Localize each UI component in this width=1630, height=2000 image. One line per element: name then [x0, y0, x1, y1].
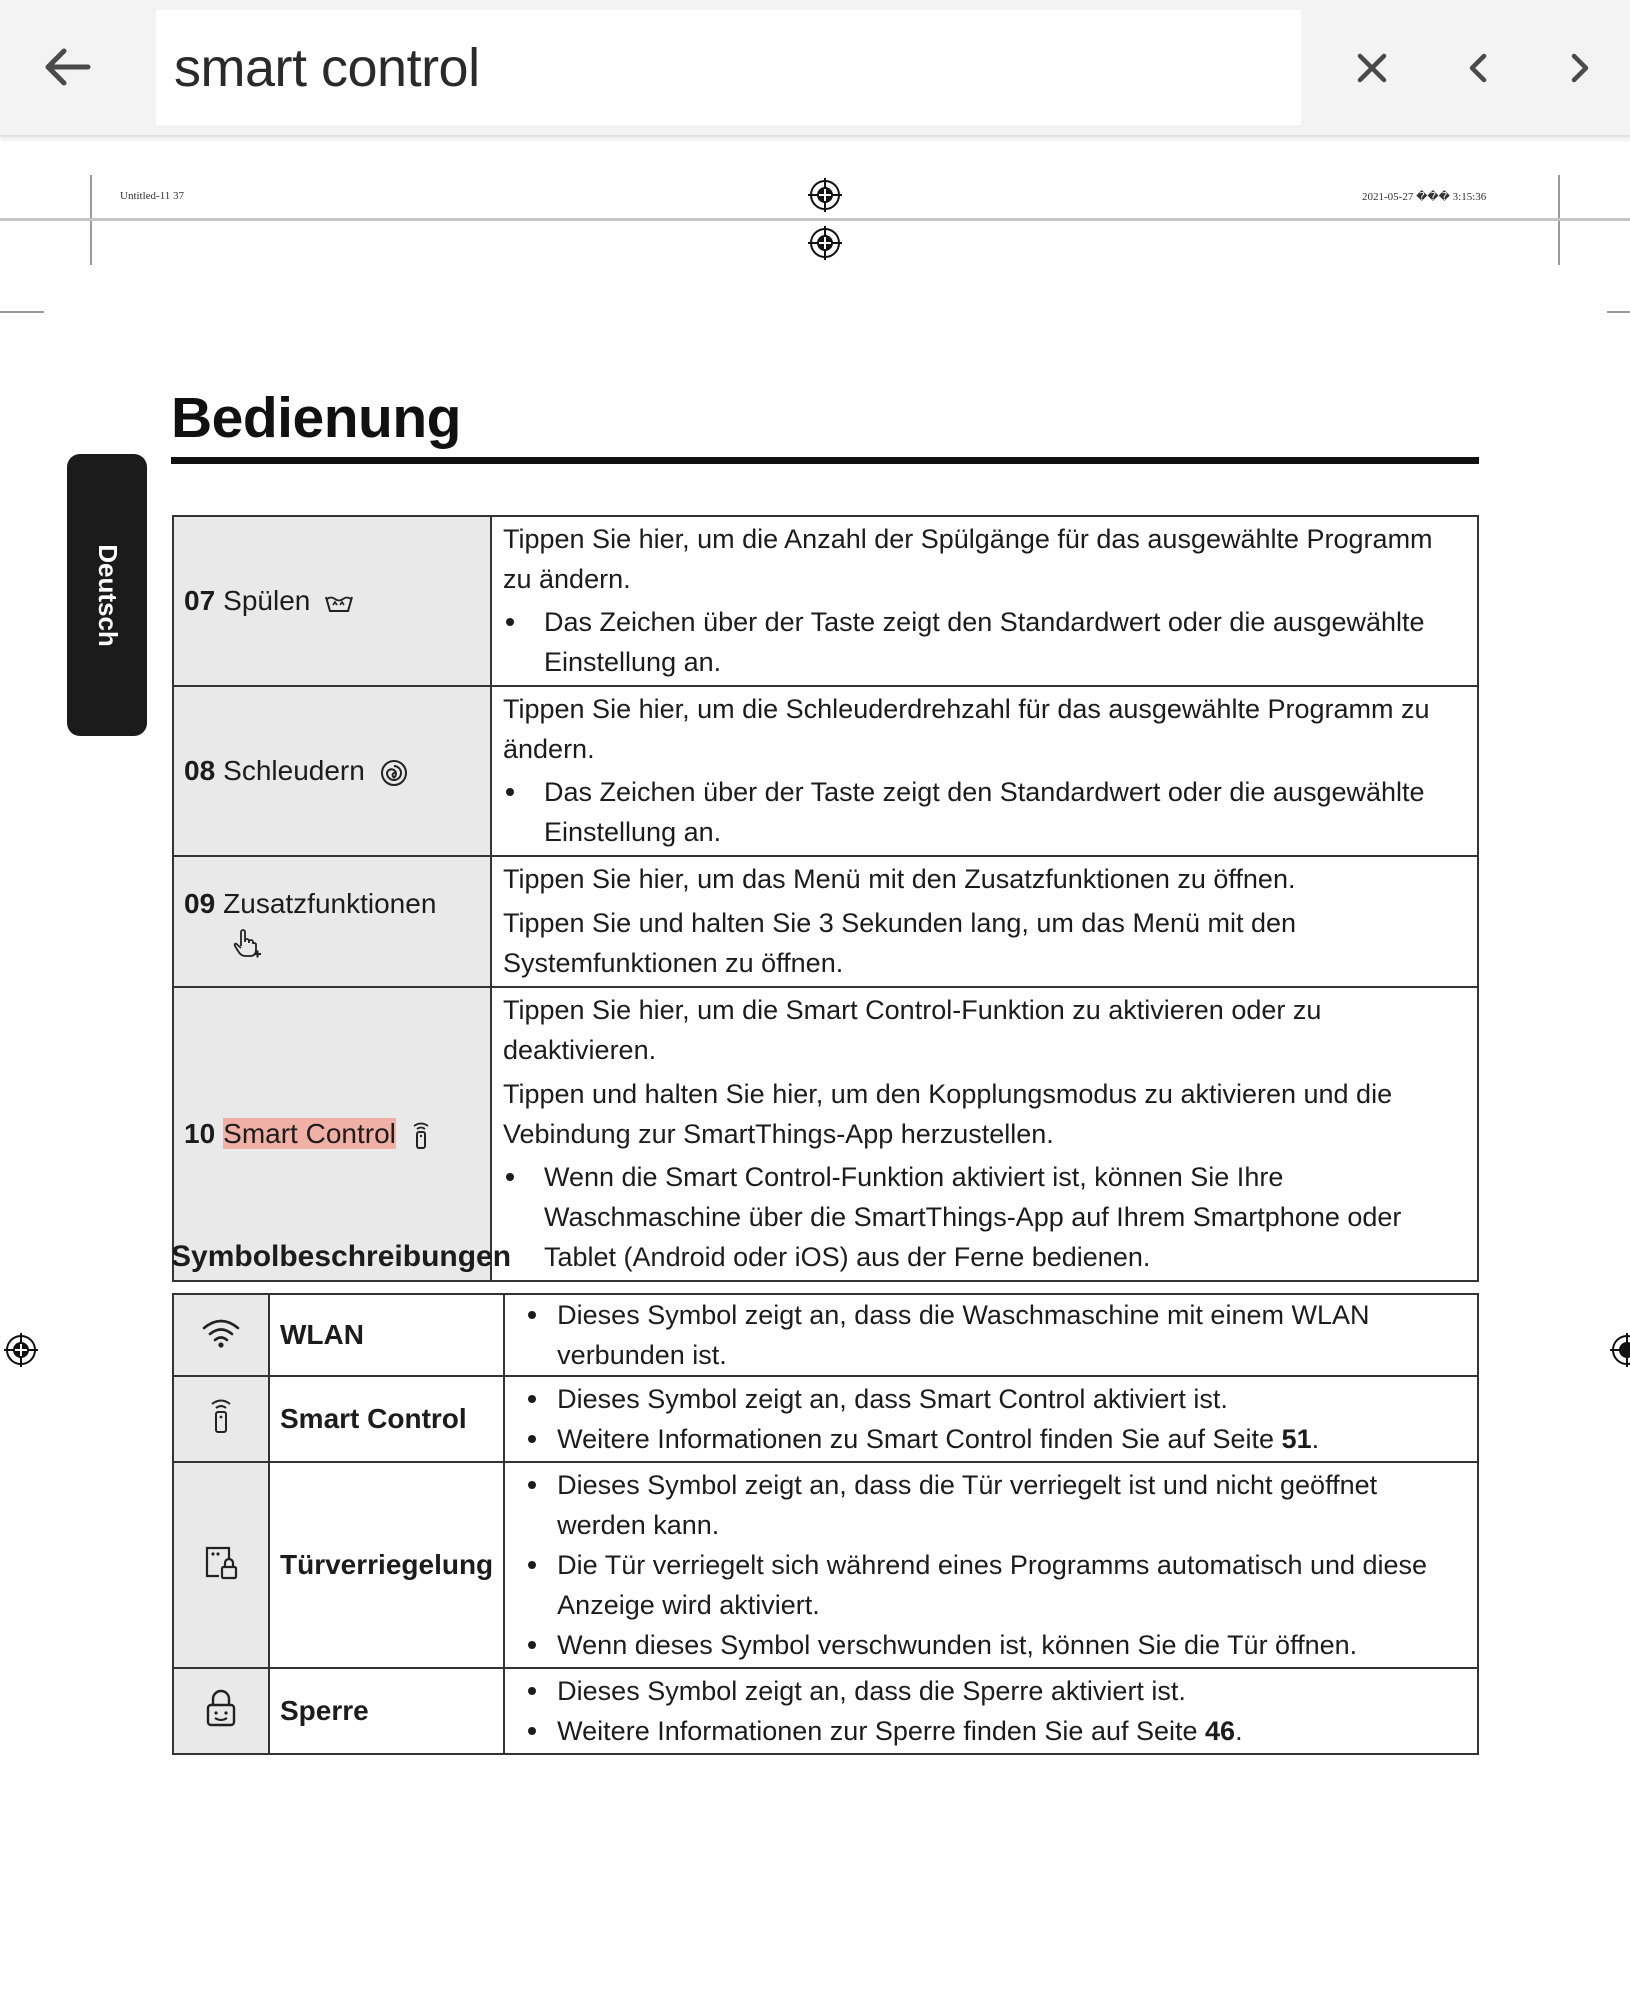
description-text: Tippen Sie hier, um das Menü mit den Zusatzfunktionen zu öffnen. — [503, 864, 1296, 894]
list-item: Wenn die Smart Control-Funktion aktiviert ist, können Sie Ihre Waschmaschine über die SmartThings-App auf Ihrem Smartphone oder Tablet (Android oder iOS) aus der Ferne bedienen. — [503, 1157, 1467, 1277]
bullet-list — [515, 1465, 1467, 1665]
symbol-table — [172, 1293, 1479, 1755]
control-label-cell — [173, 686, 491, 856]
print-file-label: Untitled-11 37 — [120, 190, 185, 202]
child-lock-icon — [204, 1689, 238, 1729]
list-item: Das Zeichen über der Taste zeigt den Standardwert oder die ausgewählte Einstellung an. — [503, 772, 1467, 852]
list-item: Dieses Symbol zeigt an, dass die Tür verriegelt ist und nicht geöffnet werden kann. — [515, 1465, 1467, 1545]
control-description-cell — [491, 516, 1478, 686]
registration-mark-icon — [4, 1333, 38, 1367]
language-tab-label: Deutsch — [92, 543, 123, 647]
table-row — [173, 1376, 1478, 1462]
bullet-list — [515, 1295, 1467, 1375]
symbol-name: Sperre — [269, 1668, 504, 1754]
description-text: Tippen Sie hier, um die Anzahl der Spülgänge für das ausgewählte Programm zu ändern. — [503, 524, 1433, 594]
table-row — [173, 1668, 1478, 1754]
symbol-description-cell — [504, 1462, 1478, 1668]
page-reference: 46 — [1205, 1716, 1236, 1746]
print-timestamp: 2021-05-27 ��� 3:15:36 — [1362, 191, 1487, 203]
description-text: Tippen Sie und halten Sie 3 Sekunden lang, um das Menü mit den Systemfunktionen zu öffnen. — [503, 908, 1297, 978]
symbol-icon-cell — [173, 1376, 269, 1462]
wifi-icon — [201, 1317, 241, 1349]
table-row — [173, 1462, 1478, 1668]
page-title: Bedienung — [171, 386, 461, 450]
previous-match-button[interactable] — [1444, 34, 1512, 102]
door-lock-icon — [203, 1544, 239, 1582]
control-name: Zusatzfunktionen — [223, 887, 437, 919]
list-item: Das Zeichen über der Taste zeigt den Standardwert oder die ausgewählte Einstellung an. — [503, 602, 1467, 682]
table-row — [173, 686, 1478, 856]
list-item: Dieses Symbol zeigt an, dass Smart Control aktiviert ist. — [515, 1379, 1467, 1419]
table-row — [173, 516, 1478, 686]
symbol-description-cell — [504, 1376, 1478, 1462]
symbol-name: WLAN — [269, 1294, 504, 1376]
symbol-icon-cell — [173, 1462, 269, 1668]
symbol-description-cell — [504, 1668, 1478, 1754]
search-field[interactable] — [156, 10, 1301, 125]
symbol-name: Türverriegelung — [269, 1462, 504, 1668]
search-input[interactable] — [156, 37, 1301, 99]
symbol-description-cell — [504, 1294, 1478, 1376]
control-description-cell — [491, 856, 1478, 987]
print-guide-line — [0, 218, 1630, 221]
symbol-icon-cell — [173, 1294, 269, 1376]
table-row — [173, 1294, 1478, 1376]
registration-mark-icon — [1610, 1333, 1630, 1367]
chevron-left-icon — [1467, 53, 1489, 83]
chevron-right-icon — [1569, 53, 1591, 83]
search-match-highlight: Smart Control — [223, 1118, 396, 1149]
close-icon — [1356, 52, 1388, 84]
list-item: Dieses Symbol zeigt an, dass die Sperre aktiviert ist. — [515, 1671, 1467, 1711]
control-description-cell — [491, 987, 1478, 1281]
page-reference: 51 — [1281, 1424, 1312, 1454]
section-heading: Symbolbeschreibungen — [171, 1240, 512, 1273]
bullet-list — [515, 1671, 1467, 1751]
table-row — [173, 856, 1478, 987]
title-underline — [171, 457, 1479, 464]
description-text: Tippen Sie hier, um die Schleuderdrehzahl für das ausgewählte Programm zu ändern. — [503, 694, 1430, 764]
control-label-cell — [173, 987, 491, 1281]
control-number: 07 — [184, 585, 216, 616]
search-bar — [0, 0, 1630, 137]
description-text: Tippen und halten Sie hier, um den Kopplungsmodus zu aktivieren und die Vebindung zur SmartThings-App herzustellen. — [503, 1079, 1393, 1149]
symbol-name: Smart Control — [269, 1376, 504, 1462]
clear-search-button[interactable] — [1338, 34, 1406, 102]
control-name: Schleudern — [223, 755, 365, 786]
bullet-list — [515, 1379, 1467, 1459]
control-label-cell — [173, 856, 491, 987]
control-description-cell — [491, 686, 1478, 856]
trim-mark — [1607, 311, 1630, 313]
control-number: 09 — [184, 887, 216, 919]
controls-table — [172, 515, 1479, 1282]
list-item: Weitere Informationen zu Smart Control finden Sie auf Seite 51. — [515, 1419, 1467, 1459]
list-item: Weitere Informationen zur Sperre finden Sie auf Seite 46. — [515, 1711, 1467, 1751]
back-button[interactable] — [30, 30, 104, 104]
bullet-list — [503, 1157, 1467, 1277]
touch-plus-icon — [232, 928, 262, 960]
description-text: Tippen Sie hier, um die Smart Control-Funktion zu aktivieren oder zu deaktivieren. — [503, 995, 1322, 1065]
list-item: Wenn dieses Symbol verschwunden ist, können Sie die Tür öffnen. — [515, 1625, 1467, 1665]
table-row — [173, 987, 1478, 1281]
list-item: Die Tür verriegelt sich während eines Programms automatisch und diese Anzeige wird aktiviert. — [515, 1545, 1467, 1625]
arrow-left-icon — [42, 47, 92, 87]
smart-control-icon — [208, 1398, 234, 1436]
control-label-cell — [173, 516, 491, 686]
language-tab — [67, 454, 147, 736]
registration-mark-icon — [808, 178, 842, 212]
control-name: Spülen — [223, 585, 311, 616]
bullet-list — [503, 772, 1467, 852]
list-item: Dieses Symbol zeigt an, dass die Waschmaschine mit einem WLAN verbunden ist. — [515, 1295, 1467, 1375]
control-number: 08 — [184, 755, 216, 786]
smart-control-icon — [410, 1121, 432, 1151]
trim-mark — [0, 311, 44, 313]
symbol-icon-cell — [173, 1668, 269, 1754]
spin-icon — [379, 758, 409, 788]
rinse-icon — [324, 591, 354, 615]
control-number: 10 — [184, 1118, 216, 1149]
bullet-list — [503, 602, 1467, 682]
next-match-button[interactable] — [1546, 34, 1614, 102]
registration-mark-icon — [808, 226, 842, 260]
